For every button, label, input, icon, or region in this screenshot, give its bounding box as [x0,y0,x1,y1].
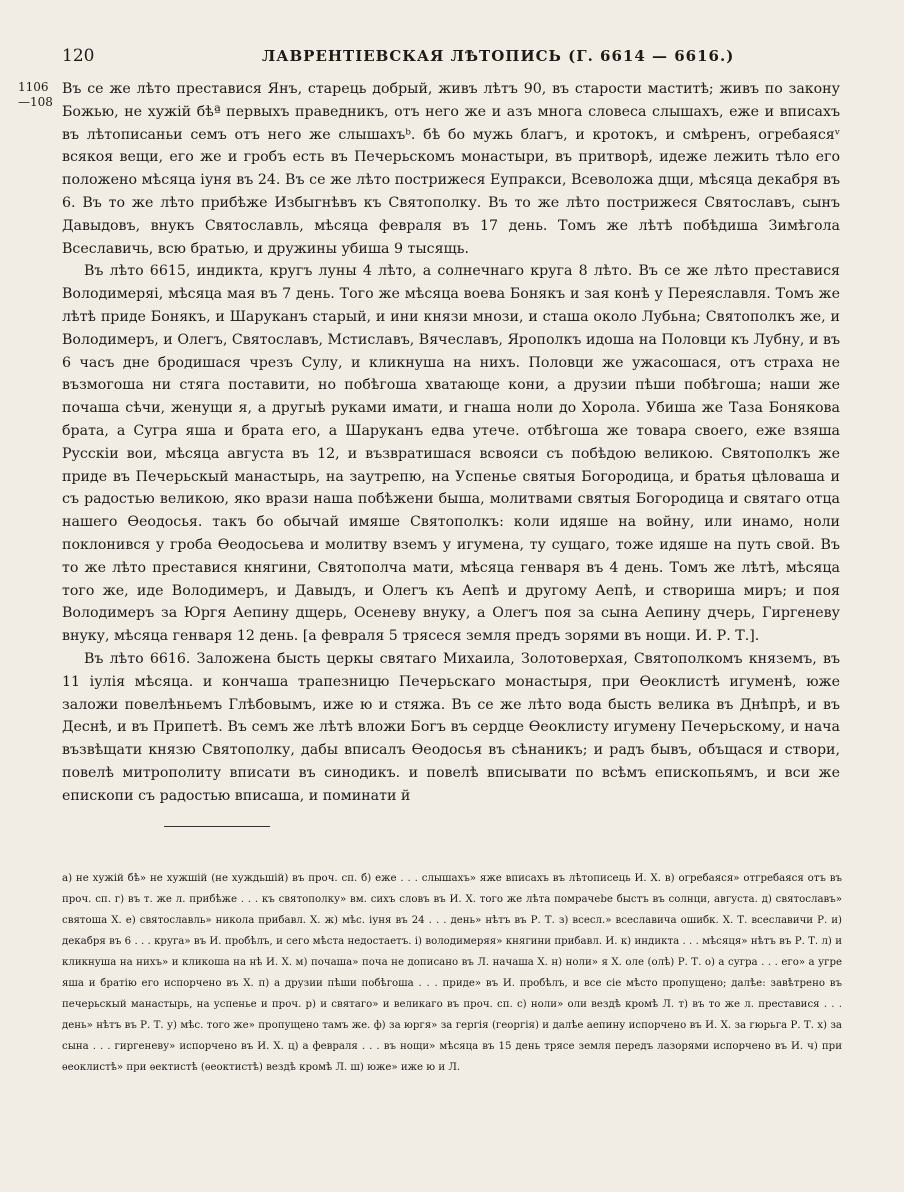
chronicle-paragraph: Въ лѣто 6615, индикта, кругъ луны 4 лѣто, а солнечнаго круга 8 лѣто. Въ се же лѣто преставися Володимеряі, мѣсяца мая въ 7 день. Того же мѣсяца воева Бонякъ и зая конѣ у Переяславля. Томъ же лѣтѣ приде Бонякъ, и Шаруканъ старый, и ини князи мнози, и сташа около Лубьна; Святополкъ же, и Володимеръ, и Олегъ, Святославъ, Мстиславъ, Вячеславъ, Ярополкъ идоша на Половци къ Лубну, и въ 6 часъ дне бродишася чрезъ Сулу, и кликнуша на нихъ. Половци же ужасошася, отъ страха не възмогоша ни стяга поставити, но побѣгоша хватающе кони, а друзии пѣши побѣгоша; наши же почаша сѣчи, женущи я, а другыѣ руками имати, и гнаша ноли до Хорола. Убиша же Таза Бонякова брата, а Сугра яша и брата его, а Шаруканъ едва утече. отбѣгоша же товара своего, еже взяша Русскіи вои, мѣсяца августа въ 12, и възвратишася всвояси съ побѣдою великою. Святополкъ же приде въ Печерьскый манастырь, на заутрепю, на Успенье святыя Богородица, и братья цѣловаша и съ радостью великою, яко врази наша побѣжени быша, молитвами святыя Богородица и святаго отца нашего Ѳеодосья. такъ бо обычай имяше Святополкъ: коли идяше на войну, или инамо, ноли поклонився у гроба Ѳеодосьева и молитву вземъ у игумена, ту сущаго, тоже идяше на путь свой. Въ то же лѣто преставися княгини, Святополча мати, мѣсяца генваря въ 4 день. Томъ же лѣтѣ, мѣсяца того же, иде Володимеръ, и Давыдъ, и Олегъ къ Аепѣ и другому Аепѣ, и створиша миръ; и поя Володимеръ за Юргя Аепину дщерь, Осеневу внуку, а Олегъ поя за сына Аепину дчерь, Гиргеневу внуку, мѣсяца генваря 12 день. [а февраля 5 трясеся земля предъ зорями въ нощи. И. Р. Т.]. [62,263,840,645]
page-header [62,46,842,70]
chronicle-paragraph: Въ се же лѣто преставися Янъ, старець добрый, живъ лѣтъ 90, въ старости маститѣ; живъ по закону Божью, не хужій бѣª первыхъ праведникъ, отъ него же и азъ многа словеса слышахъ, еже и вписахъ въ лѣтописаньи семъ отъ него же слышахъᵇ. бѣ бо мужь благъ, и кротокъ, и смѣренъ, огребаясяᵛ всякоя вещи, его же и гробъ есть въ Печерьскомъ монастыри, въ притворѣ, идеже лежить тѣло его положено мѣсяца іуня въ 24. Въ се же лѣто пострижеся Еупракси, Всеволожа дщи, мѣсяца декабря въ 6. Въ то же лѣто прибѣже Избыгнѣвъ къ Святополку. Въ то же лѣто пострижеся Святославъ, сынъ Давыдовъ, внукъ Святославль, мѣсяца февраля въ 17 день. Томъ же лѣтѣ побѣдиша Зимѣгола Всеславичь, всю братью, и дружины убиша 9 тысящь. [62,81,840,257]
footnote-divider [164,826,270,827]
chronicle-text [62,78,840,808]
chronicle-paragraph: Въ лѣто 6616. Заложена бысть церкы святаго Михаила, Золотоверхая, Святополкомъ княземъ, въ 11 іулія мѣсяца. и кончаша трапезницю Печерьскаго монастыря, при Ѳеоклистѣ игуменѣ, юже заложи повелѣньемъ Глѣбовымъ, иже ю и стяжа. Въ се же лѣто вода бысть велика въ Днѣпрѣ, и въ Деснѣ, и въ Припетѣ. Въ семъ же лѣтѣ вложи Богъ въ сердце Ѳеоклисту игумену Печерьскому, и нача възвѣщати князю Святополку, дабы вписалъ Ѳеодосья въ сѣнаникъ; и радъ бывъ, объщася и створи, повелѣ митрополиту вписати въ синодикъ. и повелѣ вписывати по всѣмъ епископьямъ, и вси же епископи съ радостью вписаша, и поминати й [62,650,840,804]
margin-year-bottom: —108 [18,95,53,109]
footnotes [62,868,842,1078]
page-number: 120 [62,46,95,66]
footnotes-text: а) не хужій бѣ» не хужшій (не хуждьшій) въ проч. сп. б) еже . . . слышахъ» яже вписахъ въ лѣтописець И. Х. в) огребаяся» отгребаяся отъ въ проч. сп. г) въ т. же л. прибѣже . . . къ святополку» вм. сихъ словъ въ И. Х. того же лѣта помрачеbe быстъ въ солнци, августа. д) святославъ» святоша Х. е) святославль» никола прибавл. Х. ж) мѣс. іуня въ 24 . . . день» нѣтъ въ Р. Т. з) всесл.» всеславича ошибк. Х. Т. всеславичи Р. и) декабря въ 6 . . . круга» въ И. пробѣлъ, и сего мѣста недостаетъ. і) володимеряя» княгини прибавл. И. к) индикта . . . мѣсяця» нѣтъ въ Р. Т. л) и кликнуша на нихъ» и кликоша на нѣ И. Х. м) почаша» поча не дописано въ Л. начаша Х. н) ноли» я Х. оле (олѣ) Р. Т. о) а сугра . . . его» а угре яша и братію его испорчено въ Х. п) а друзии пѣши побѣгоша . . . приде» въ И. пробѣлъ, и все сіе мѣсто пропущено; далѣе: завѣтрено въ печерьскый манастырь, на успенье и проч. р) и святаго» и великаго въ проч. сп. с) ноли» оли вездѣ кромѣ Л. т) въ то же л. преставися . . . день» нѣтъ въ Р. Т. у) мѣс. того же» пропущено тамъ же. ф) за юргя» за гергія (георгія) и далѣе аепину испорчено въ И. Х. за гюрьга Р. Т. х) за сына . . . гиргеневу» испорчено въ И. Х. ц) а февраля . . . въ нощи» мѣсяца въ 15 день трясе земля передъ лазорями испорчено въ И. ч) при ѳеоклистѣ» при ѳектистѣ (ѳеоктистѣ) вездѣ кромѣ Л. ш) юже» иже ю и Л. [62,873,842,1073]
margin-year-top: 1106 [18,80,49,94]
running-title: ЛАВРЕНТІЕВСКАЯ ЛѢТОПИСЬ (Г. 6614 — 6616.) [262,47,735,65]
margin-year-note [18,80,58,110]
